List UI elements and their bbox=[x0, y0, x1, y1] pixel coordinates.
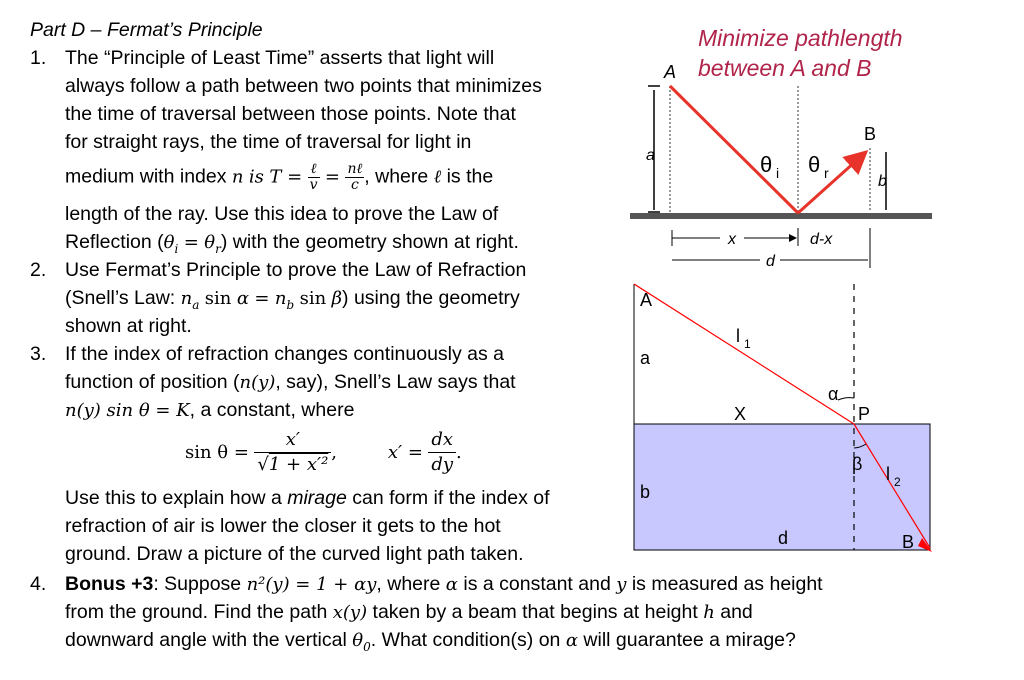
item3-line6: ground. Draw a picture of the curved light path taken. bbox=[65, 543, 524, 565]
fig1-label-A: A bbox=[664, 62, 677, 82]
fig2-label-beta: β bbox=[852, 454, 863, 474]
item1-line1: The “Principle of Least Time” asserts that light will bbox=[65, 47, 495, 69]
item3-equation: sin θ = $\frac{x'}{\text{√1 + x′²}}$ , x′ = $\frac{dx}{dy}$ . bbox=[185, 429, 462, 476]
item3-line1: If the index of refraction changes continuously as a bbox=[65, 343, 505, 365]
item3-line4: Use this to explain how a mirage can form if the index of bbox=[65, 487, 550, 509]
reflection-figure bbox=[620, 20, 940, 280]
item1-line4: for straight rays, the time of traversal for light in bbox=[65, 131, 472, 153]
fig1-theta-i: θ bbox=[760, 152, 773, 177]
fig1-title-1: Minimize pathlength bbox=[698, 25, 903, 51]
fig2-label-b: b bbox=[640, 482, 651, 502]
item2-line1: Use Fermat’s Principle to prove the Law of Refraction bbox=[65, 259, 527, 281]
fig2-ray-1 bbox=[634, 284, 854, 424]
svg-text:2: 2 bbox=[894, 475, 901, 489]
fig2-label-l1: l bbox=[736, 326, 740, 346]
fig2-label-l2: l bbox=[886, 464, 890, 484]
fig2-label-B: B bbox=[902, 532, 915, 552]
svg-text:1: 1 bbox=[744, 337, 751, 351]
fig2-label-a: a bbox=[640, 348, 651, 368]
fig1-label-dx: d-x bbox=[810, 231, 833, 248]
item-number-4: 4. bbox=[30, 573, 47, 595]
item4-line1: Bonus +3: Suppose n²(y) = 1 + αy, where α is a constant and y is measured as height bbox=[65, 573, 823, 595]
item2-line2: (Snell’s Law: $n_a$ $\sin \alpha = n_b$ sin β) using the geometry bbox=[65, 287, 520, 312]
svg-text:i: i bbox=[776, 165, 780, 181]
section-heading: Part D – Fermat’s Principle bbox=[30, 19, 263, 41]
fig2-label-A: A bbox=[640, 290, 653, 310]
item3-line2: function of position (n(y), say), Snell’s Law says that bbox=[65, 371, 516, 393]
item-number-1: 1. bbox=[30, 47, 47, 69]
item1-line5: medium with index n is T = $\frac{\text{ℓ}}{v}$ = $\frac{\text{nℓ}}{c}$ , where ℓ is the bbox=[65, 161, 494, 193]
item4-line2: from the ground. Find the path x(y) taken by a beam that begins at height h and bbox=[65, 601, 753, 623]
item2-line3: shown at right. bbox=[65, 315, 192, 337]
fig1-label-b: b bbox=[878, 173, 887, 190]
item1-line2: always follow a path between two points that minimizes bbox=[65, 75, 542, 97]
item1-line7: Reflection $(\theta_i = \theta_r)$ with the geometry shown at right. bbox=[65, 231, 519, 256]
fig2-label-d: d bbox=[778, 528, 789, 548]
fig1-incident-ray bbox=[670, 86, 798, 213]
item1-line6: length of the ray. Use this idea to prove the Law of bbox=[65, 203, 499, 225]
fig2-label-X: X bbox=[734, 404, 747, 424]
fig1-label-x: x bbox=[728, 231, 736, 248]
item4-line3: downward angle with the vertical $\theta_0$. What condition(s) on α will guarantee a mirage? bbox=[65, 629, 796, 654]
item3-line3: n(y) sin θ = K, a constant, where bbox=[65, 399, 355, 421]
item1-line3: the time of traversal between those points. Note that bbox=[65, 103, 516, 125]
fig1-theta-r: θ bbox=[808, 152, 821, 177]
fig1-label-B: B bbox=[864, 124, 877, 144]
svg-text:r: r bbox=[824, 165, 829, 181]
item-number-2: 2. bbox=[30, 259, 47, 281]
fig1-label-a: a bbox=[646, 147, 655, 164]
item3-line5: refraction of air is lower the closer it gets to the hot bbox=[65, 515, 501, 537]
refraction-figure bbox=[626, 276, 936, 556]
item-number-3: 3. bbox=[30, 343, 47, 365]
fig1-label-d: d bbox=[766, 253, 775, 270]
fig2-label-alpha: α bbox=[828, 384, 839, 404]
fig2-label-P: P bbox=[858, 404, 871, 424]
fig1-title-2: between A and B bbox=[698, 55, 872, 81]
